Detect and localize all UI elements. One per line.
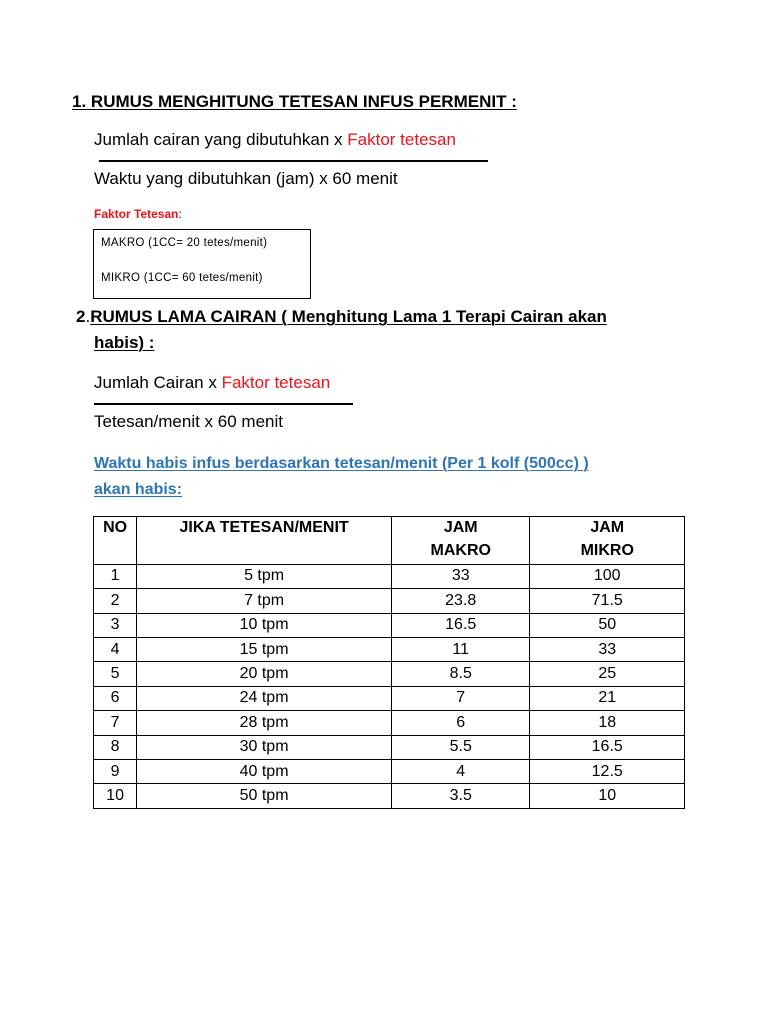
header-tpm: JIKA TETESAN/MENIT — [137, 517, 392, 565]
section1-title: RUMUS MENGHITUNG TETESAN INFUS PERMENIT : — [86, 92, 517, 111]
formula2-factor-label: Faktor tetesan — [221, 373, 331, 392]
cell-no: 9 — [94, 759, 137, 783]
cell-tpm: 20 tpm — [137, 662, 392, 686]
table-row — [94, 784, 685, 808]
header-mikro-line1: JAM — [530, 517, 685, 541]
cell-tpm: 7 tpm — [137, 589, 392, 613]
table-heading-line2: akan habis: — [94, 481, 183, 498]
cell-no: 6 — [94, 686, 137, 710]
table-header-row-1 — [94, 517, 685, 541]
cell-mikro: 71.5 — [530, 589, 685, 613]
cell-makro: 6 — [392, 711, 530, 735]
formula1-denominator: Waktu yang dibutuhkan (jam) x 60 menit — [94, 169, 398, 188]
section1-number: 1. — [72, 92, 87, 111]
cell-no: 5 — [94, 662, 137, 686]
cell-no: 7 — [94, 711, 137, 735]
cell-mikro: 50 — [530, 613, 685, 637]
cell-makro: 3.5 — [392, 784, 530, 808]
cell-makro: 7 — [392, 686, 530, 710]
formula2-numerator — [94, 373, 330, 393]
cell-makro: 4 — [392, 759, 530, 783]
cell-mikro: 33 — [530, 637, 685, 661]
cell-makro: 5.5 — [392, 735, 530, 759]
cell-tpm: 10 tpm — [137, 613, 392, 637]
cell-makro: 33 — [392, 564, 530, 588]
formula2-denominator: Tetesan/menit x 60 menit — [94, 412, 283, 431]
cell-no: 8 — [94, 735, 137, 759]
cell-tpm: 5 tpm — [137, 564, 392, 588]
formula2-numerator-text: Jumlah Cairan x — [94, 373, 222, 392]
formula1-fraction-line — [99, 160, 488, 162]
cell-mikro: 100 — [530, 564, 685, 588]
section2-title-line1: RUMUS LAMA CAIRAN ( Menghitung Lama 1 Terapi Cairan akan — [90, 307, 607, 326]
factor-item-mikro: MIKRO (1CC= 60 tetes/menit) — [101, 272, 263, 284]
cell-mikro: 12.5 — [530, 759, 685, 783]
factor-label-text: Faktor Tetesan — [94, 207, 179, 221]
formula1-numerator-text: Jumlah cairan yang dibutuhkan x — [94, 130, 348, 149]
cell-mikro: 10 — [530, 784, 685, 808]
section2-heading-line1 — [76, 307, 607, 327]
factor-label-colon: : — [178, 207, 182, 221]
formula2-fraction-line — [94, 403, 353, 405]
cell-makro: 8.5 — [392, 662, 530, 686]
table-row — [94, 564, 685, 588]
formula1-numerator — [94, 130, 456, 150]
table-row — [94, 735, 685, 759]
header-makro-line2: MAKRO — [392, 540, 530, 564]
table-row — [94, 759, 685, 783]
section1-heading — [72, 92, 517, 112]
section2-title-line2: habis) : — [94, 333, 155, 352]
cell-tpm: 24 tpm — [137, 686, 392, 710]
cell-makro: 11 — [392, 637, 530, 661]
table-row — [94, 711, 685, 735]
table-row — [94, 637, 685, 661]
cell-tpm: 40 tpm — [137, 759, 392, 783]
header-mikro-line2: MIKRO — [530, 540, 685, 564]
cell-tpm: 30 tpm — [137, 735, 392, 759]
cell-mikro: 25 — [530, 662, 685, 686]
cell-no: 10 — [94, 784, 137, 808]
cell-no: 1 — [94, 564, 137, 588]
factor-label — [94, 207, 182, 221]
infusion-time-table — [93, 516, 685, 809]
cell-tpm: 28 tpm — [137, 711, 392, 735]
section2-heading-line2 — [94, 333, 154, 353]
table-row — [94, 662, 685, 686]
section2-dot: . — [85, 307, 91, 326]
cell-tpm: 50 tpm — [137, 784, 392, 808]
cell-tpm: 15 tpm — [137, 637, 392, 661]
table-row — [94, 686, 685, 710]
cell-mikro: 21 — [530, 686, 685, 710]
cell-makro: 23.8 — [392, 589, 530, 613]
cell-mikro: 16.5 — [530, 735, 685, 759]
cell-no: 2 — [94, 589, 137, 613]
cell-no: 3 — [94, 613, 137, 637]
table-row — [94, 613, 685, 637]
table-heading-line1: Waktu habis infus berdasarkan tetesan/menit (Per 1 kolf (500cc) ) — [94, 455, 589, 472]
formula1-factor-label: Faktor tetesan — [347, 130, 456, 149]
section2-number: 2 — [76, 307, 86, 326]
cell-mikro: 18 — [530, 711, 685, 735]
header-no: NO — [94, 517, 137, 565]
table-row — [94, 589, 685, 613]
cell-makro: 16.5 — [392, 613, 530, 637]
cell-no: 4 — [94, 637, 137, 661]
factor-box — [93, 229, 311, 299]
header-makro-line1: JAM — [392, 517, 530, 541]
factor-item-makro: MAKRO (1CC= 20 tetes/menit) — [101, 237, 268, 249]
